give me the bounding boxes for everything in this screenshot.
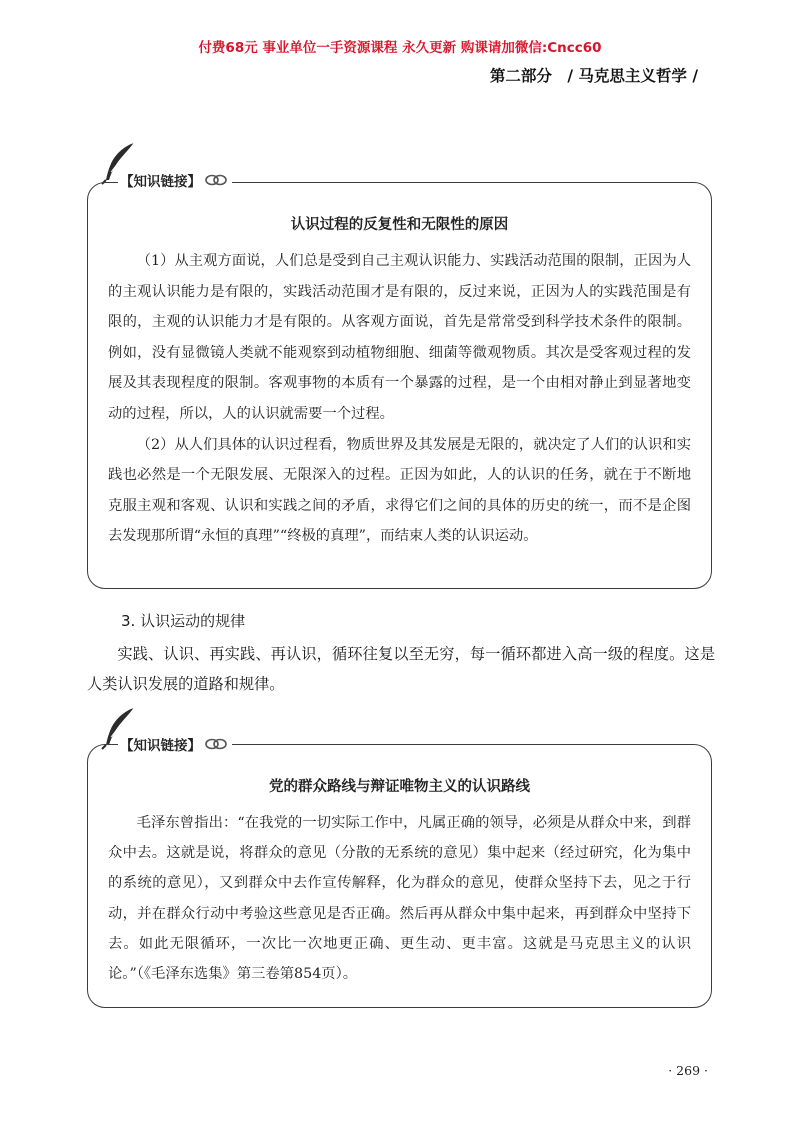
page-number: · 269 · (668, 1063, 708, 1078)
box-title: 党的群众路线与辩证唯物主义的认识路线 (269, 778, 530, 795)
label-text: 【知识链接】 (120, 738, 201, 754)
knowledge-link-label (118, 170, 232, 190)
section-heading: 3. 认识运动的规律 (121, 612, 246, 630)
chain-link-icon (204, 737, 228, 751)
running-head: 第二部分 / 马克思主义哲学 / (489, 66, 698, 85)
chain-link-icon (204, 173, 228, 187)
knowledge-link-label (118, 734, 232, 754)
box-title: 认识过程的反复性和无限性的原因 (290, 216, 509, 233)
box-paragraph: （1）从主观方面说，人们总是受到自己主观认识能力、实践活动范围的限制，正因为人的主观认识能力是有限的，实践活动范围才是有限的，反过来说，正因为人的实践范围是有限的，主观的认识能力才是有限的。从客观方面说，首先是常常受到科学技术条件的限制。例如，没有显微镜人类就不能观察到动植物细胞、细菌等微观物质。其次是受客观过程的发展及其表现程度的限制。客观事物的本质有一个暴露的过程，是一个由相对静止到显著地变动的过程，所以，人的认识就需要一个过程。 (108, 253, 691, 422)
body-paragraph: 实践、认识、再实践、再认识，循环往复以至无穷，每一循环都进入高一级的程度。这是人类认识发展的道路和规律。 (87, 645, 715, 693)
box-paragraph: 毛泽东曾指出：“在我党的一切实际工作中，凡属正确的领导，必须是从群众中来，到群众中去。这就是说，将群众的意见（分散的无系统的意见）集中起来（经过研究，化为集中的系统的意见），又到群众中去作宣传解释，化为群众的意见，使群众坚持下去，见之于行动，并在群众行动中考验这些意见是否正确。然后再从群众中集中起来，再到群众中坚持下去。如此无限循环，一次比一次地更正确、更生动、更丰富。这就是马克思主义的认识论。”（《毛泽东选集》第三卷第854页）。 (108, 815, 691, 983)
knowledge-link-box-2 (87, 744, 712, 1008)
box-paragraph: （2）从人们具体的认识过程看，物质世界及其发展是无限的，就决定了人们的认识和实践也必然是一个无限发展、无限深入的过程。正因为如此，人的认识的任务，就在于不断地克服主观和客观、认识和实践之间的矛盾，求得它们之间的具体的历史的统一，而不是企图去发现那所谓“永恒的真理”“终极的真理”，而结束人类的认识运动。 (108, 436, 691, 545)
knowledge-link-box-1 (87, 182, 712, 589)
promo-banner: 付费68元 事业单位一手资源课程 永久更新 购课请加微信:Cncc60 (198, 40, 602, 56)
label-text: 【知识链接】 (120, 174, 201, 190)
